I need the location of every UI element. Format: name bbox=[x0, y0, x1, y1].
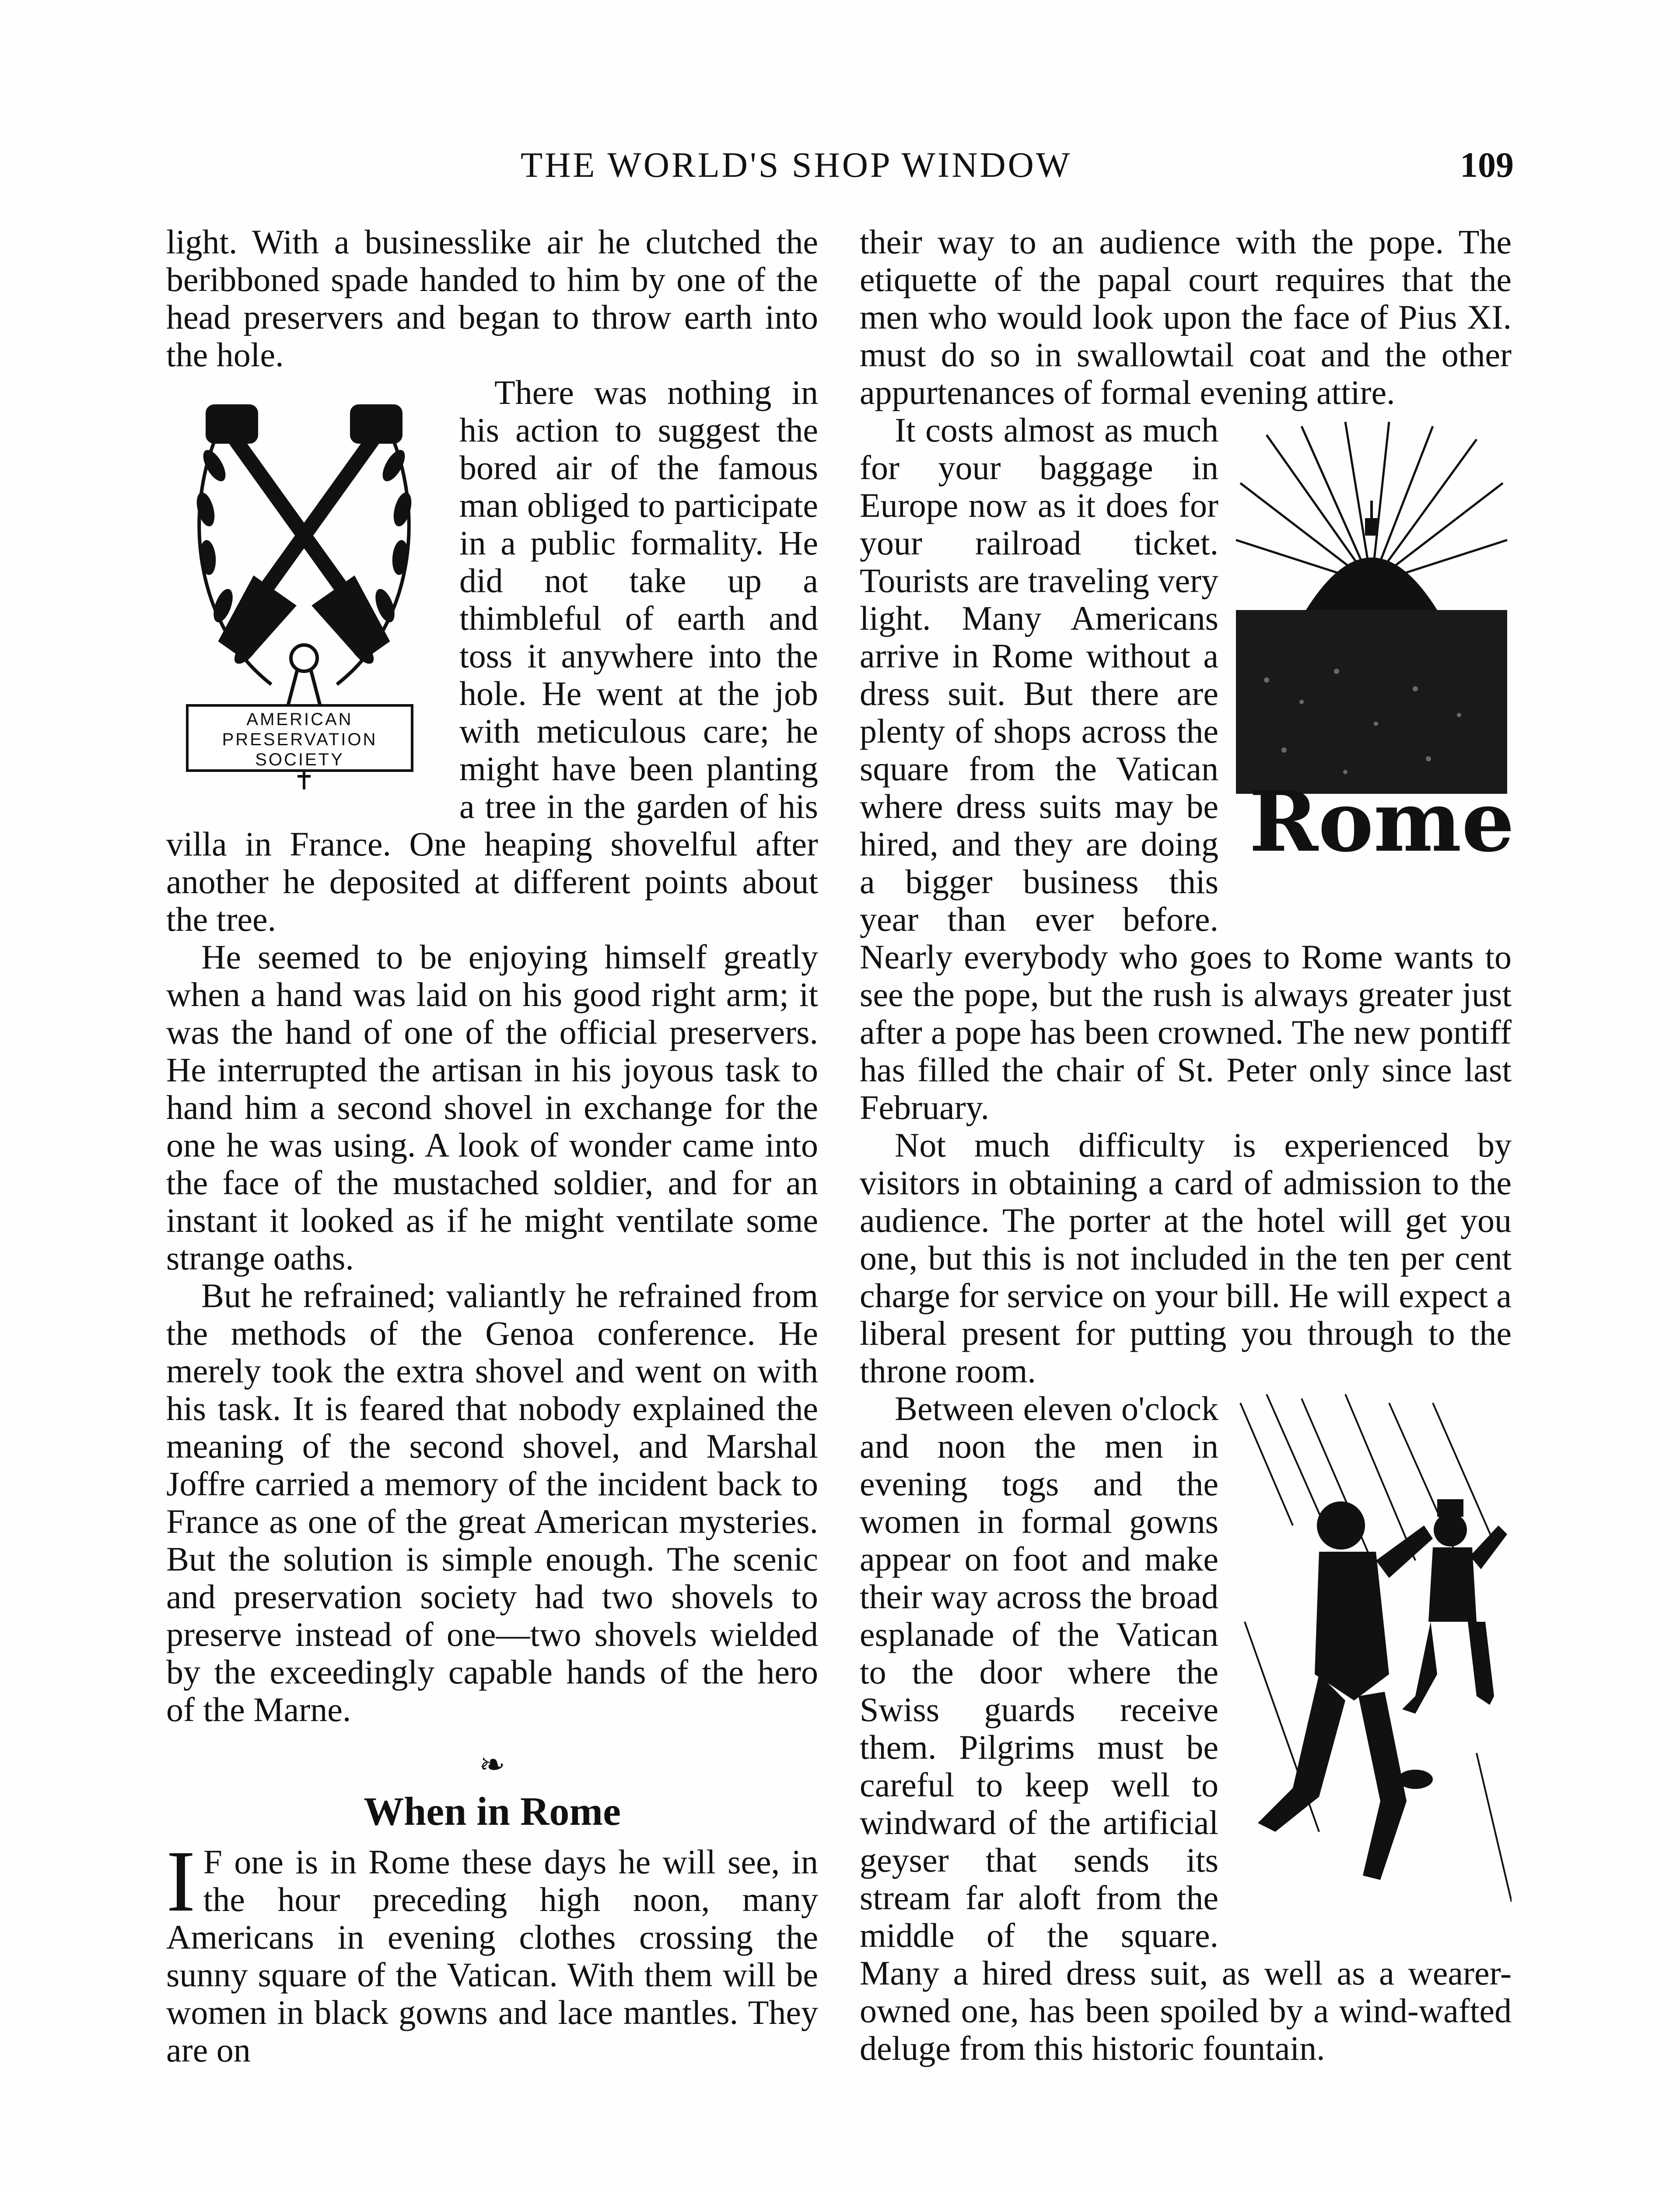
seal-label: AMERICAN PRESERVATION SOCIETY bbox=[186, 704, 413, 772]
rome-illustration bbox=[1232, 417, 1512, 898]
paragraph: light. With a businesslike air he clutched the beribboned spade handed to him by one of the head preservers and began to throw earth into the hole. bbox=[166, 223, 818, 374]
right-column bbox=[860, 223, 1512, 2067]
paragraph: I F one is in Rome these days he will see, in the hour preceding high noon, many Americans in evening clothes crossing the sunny square of the Vatican. With them will be women in black gowns and lace mantles. They are on bbox=[166, 1833, 818, 2069]
paragraph: But he refrained; valiantly he refrained from the methods of the Genoa conference. He merely took the extra shovel and went on with his task. It is feared that nobody explained the meaning of the second shovel, and Marshal Joffre carried a memory of the incident back to France as one of the great American mysteries. But the solution is simple enough. The scenic and preservation society had two shovels to preserve instead of one—two shovels wielded by the exceedingly capable hands of the hero of the Marne. bbox=[166, 1276, 818, 1729]
men-running-in-rain-icon bbox=[1232, 1394, 1512, 1928]
paragraph: Not much difficulty is experienced by visitors in obtaining a card of admission to the audience. The porter at the hotel will get you one, but this is not included in the ten per cent charge for service on your bill. He will expect a liberal present for putting you through to the throne room. bbox=[860, 1126, 1512, 1390]
paragraph: He seemed to be enjoying himself greatly when a hand was laid on his good right arm; it was the hand of one of the official preservers. He interrupted the artisan in his joyous task to hand him a second shovel in exchange for the one he was using. A look of wonder came into the face of the mustached soldier, and for an instant it looked as if he might ventilate some strange oaths. bbox=[166, 938, 818, 1277]
st-peters-dome-icon bbox=[1232, 417, 1512, 890]
page-number: 109 bbox=[1460, 145, 1514, 185]
ornament-icon: ❧ bbox=[479, 1747, 506, 1782]
running-title: THE WORLD'S SHOP WINDOW bbox=[521, 145, 1072, 185]
paragraph: It costs almost as much for your baggage in Europe now as it does for your railroad ticket. Tourists are traveling very light. Many Americans arrive in Rome without a dress suit. But there are plenty of shops across the square from the Vatican where dress suits may be hired, and they are doing a bigger business this year than ever before. Nearly everybody who goes to Rome wants to see the pope, but the rush is always greater just after a pope has been crowned. The new pontiff has filled the chair of St. Peter only since last February. bbox=[860, 411, 1512, 1126]
left-column bbox=[166, 223, 818, 2069]
paragraph: There was nothing in his action to suggest the bored air of the famous man obliged to participate in a public formality. He did not take up a thimbleful of earth and toss it anywhere into the hole. He went at the job with meticulous care; he might have been planting a tree in the garden of his villa in France. One heaping shovelful after another he deposited at different points about the tree. bbox=[166, 373, 818, 938]
running-figures-illustration bbox=[1232, 1394, 1512, 1936]
paragraph: Between eleven o'clock and noon the men in evening togs and the women in formal gowns appear on foot and make their way across the broad esplanade of the Vatican to the door where the Swiss guards receive them. Pilgrims must be careful to keep well to windward of the artificial geyser that sends its stream far aloft from the middle of the square. Many a hired dress suit, as well as a wearer-owned one, has been spoiled by a wind-wafted deluge from this historic fountain. bbox=[860, 1389, 1512, 2067]
rome-caption: Rome bbox=[1249, 773, 1512, 870]
page-header bbox=[171, 144, 1514, 193]
drop-cap: I bbox=[166, 1833, 196, 1930]
paragraph: their way to an audience with the pope. The etiquette of the papal court requires that the men who would look upon the face of Pius XI. must do so in swallowtail coat and the other appurtenances of formal evening attire. bbox=[860, 223, 1512, 411]
section-heading: When in Rome bbox=[364, 1789, 621, 1834]
preservation-society-seal bbox=[166, 378, 442, 794]
